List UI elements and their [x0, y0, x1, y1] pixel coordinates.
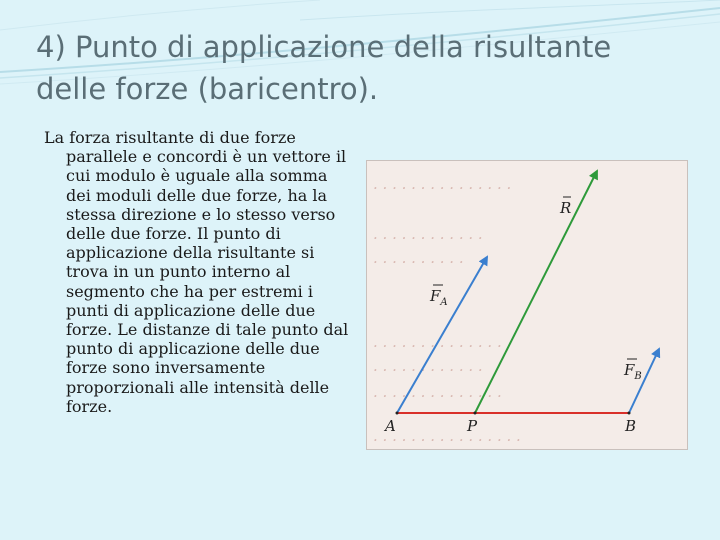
- bleed-through-text: · · · · · · · · · · · · · · ·: [373, 179, 512, 197]
- label-force-a: $F_A$: [430, 287, 448, 308]
- label-force-b: $F_B$: [624, 361, 642, 382]
- label-resultant: R: [560, 199, 572, 217]
- body-paragraph: La forza risultante di due forze parallele e concordi è un vettore il cui modulo è uguale alla somma dei moduli delle due forze, ha la stessa direzione e lo stesso verso delle due forze. Il punto di applicazione della risultante si trova in un punto interno al segmento che ha per estremi i punti di applicazione delle due forze. Le distanze di tale punto dal punto di applicazione delle due forze sono inversamente proporzionali alle intensità delle forze.: [44, 128, 349, 416]
- label-point-b: B: [625, 417, 637, 435]
- force-a-vector: [397, 257, 487, 413]
- force-vectors-svg: [367, 161, 687, 449]
- point-a-marker: [396, 412, 399, 415]
- bleed-through-text: · · · · · · · · · · · ·: [373, 361, 483, 379]
- bleed-through-text: · · · · · · · · · · · · · ·: [373, 387, 502, 405]
- label-point-a: A: [385, 417, 396, 435]
- bleed-through-text: · · · · · · · · · · · · · ·: [373, 337, 502, 355]
- bleed-through-text: · · · · · · · · · · · · · · · ·: [373, 431, 521, 449]
- point-p-marker: [474, 412, 477, 415]
- title-line-1: 4) Punto di applicazione della risultante: [36, 30, 612, 64]
- slide-title: [36, 26, 676, 110]
- force-diagram-figure: [366, 160, 688, 450]
- bleed-through-text: · · · · · · · · · ·: [373, 253, 464, 271]
- bleed-through-text: · · · · · · · · · · · ·: [373, 229, 483, 247]
- label-point-p: P: [467, 417, 478, 435]
- resultant-vector: [475, 171, 597, 413]
- title-line-2: delle forze (baricentro).: [36, 72, 379, 106]
- point-b-marker: [628, 412, 631, 415]
